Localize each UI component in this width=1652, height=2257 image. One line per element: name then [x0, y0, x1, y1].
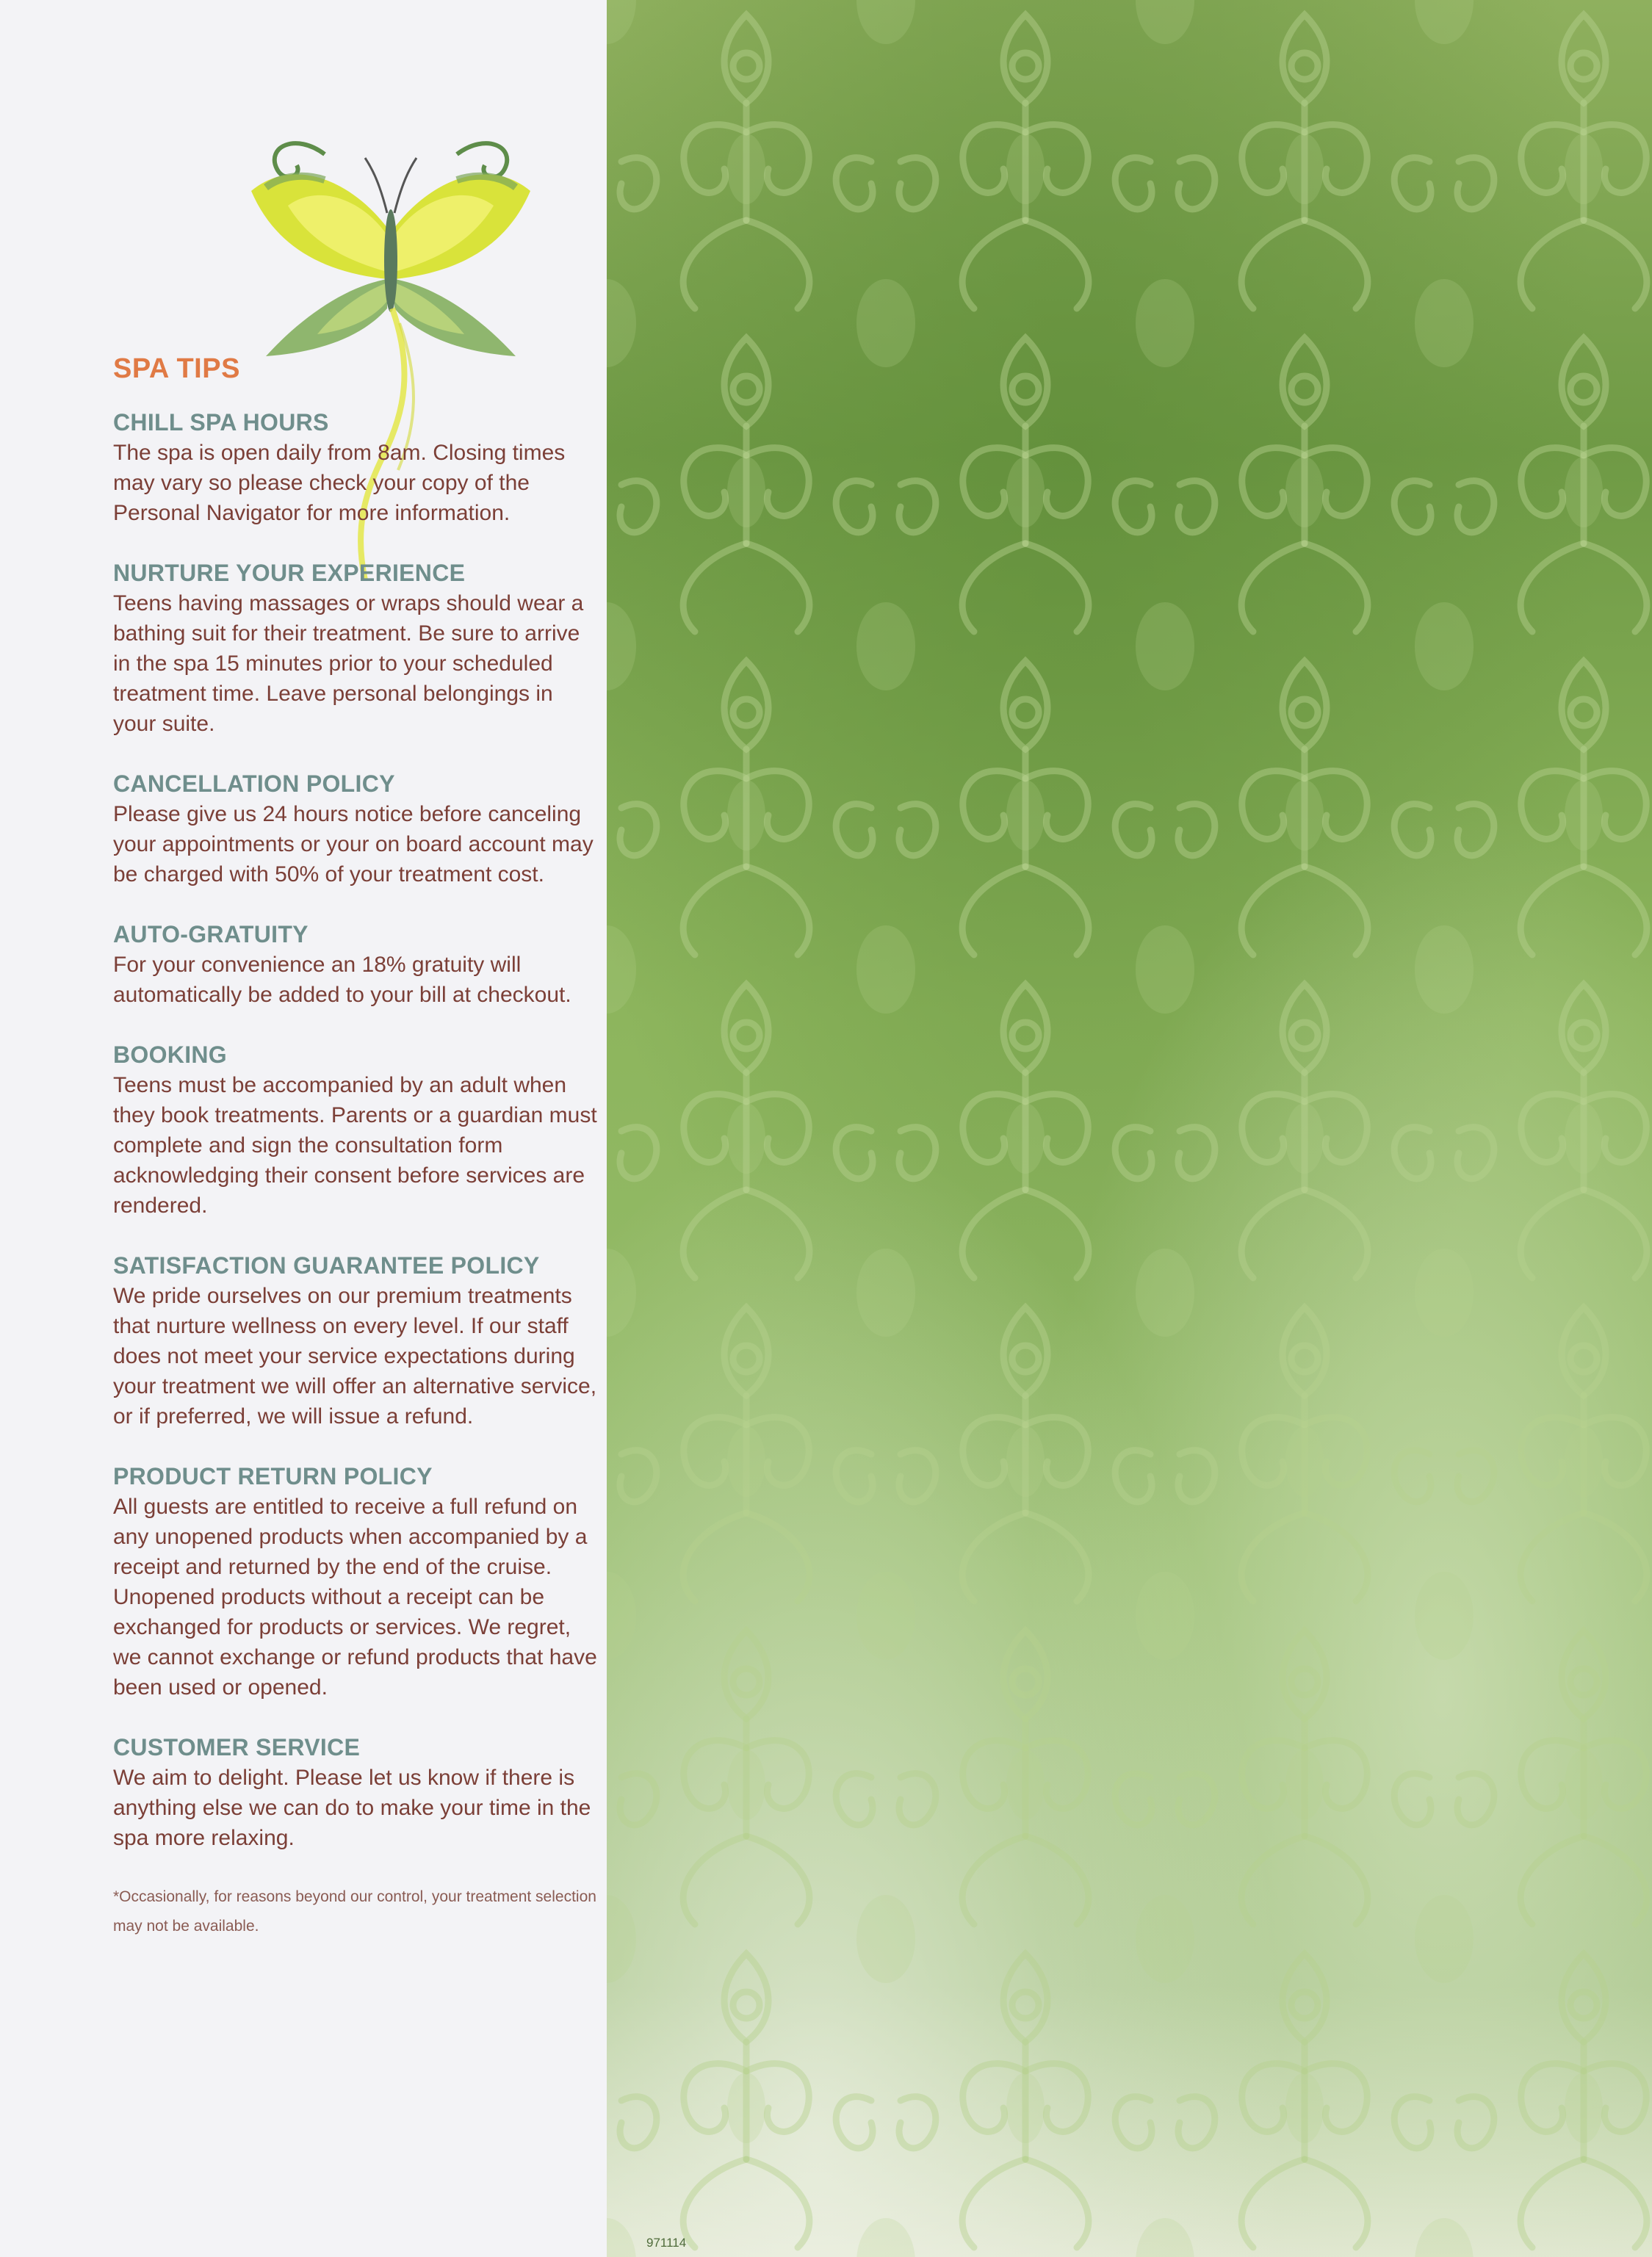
- section-heading: CANCELLATION POLICY: [113, 770, 395, 797]
- section-body: For your convenience an 18% gratuity will automatically be added to your bill at checkout.: [113, 953, 571, 1007]
- section-heading: CUSTOMER SERVICE: [113, 1734, 361, 1761]
- section-body: We aim to delight. Please let us know if there is anything else we can do to make your time in the spa more relaxing.: [113, 1766, 591, 1850]
- section-body: All guests are entitled to receive a full refund on any unopened products when accompanied by a receipt and returned by the end of the cruise. Unopened products without a receipt can be exchanged for products or services. We regret, we cannot exchange or refund products that have been used or opened.: [113, 1495, 597, 1700]
- page-title: SPA TIPS: [113, 353, 240, 384]
- damask-pattern-graphic: [607, 0, 1652, 2257]
- footnote: *Occasionally, for reasons beyond our control, your treatment selection may not be available.: [113, 1888, 596, 1935]
- document-code: 971114: [646, 2236, 687, 2250]
- section-nurture-your-experience: [113, 557, 598, 739]
- spa-tips-content: [113, 351, 598, 1941]
- section-body: The spa is open daily from 8am. Closing times may vary so please check your copy of the Personal Navigator for more information.: [113, 441, 566, 525]
- section-body: Please give us 24 hours notice before canceling your appointments or your on board account may be charged with 50% of your treatment cost.: [113, 802, 594, 886]
- section-product-return-policy: [113, 1461, 598, 1702]
- section-heading: AUTO-GRATUITY: [113, 921, 309, 947]
- section-body: We pride ourselves on our premium treatments that nurture wellness on every level. If our staff does not meet your service expectations during your treatment we will offer an alternative service, or if preferred, we will issue a refund.: [113, 1284, 597, 1429]
- section-customer-service: [113, 1732, 598, 1853]
- section-auto-gratuity: [113, 919, 598, 1010]
- section-body: Teens having massages or wraps should wear a bathing suit for their treatment. Be sure to arrive in the spa 15 minutes prior to your scheduled treatment time. Leave personal belongings in your suite.: [113, 591, 584, 736]
- section-booking: [113, 1039, 598, 1221]
- section-chill-spa-hours: [113, 407, 598, 528]
- section-heading: PRODUCT RETURN POLICY: [113, 1463, 433, 1489]
- section-cancellation-policy: [113, 768, 598, 889]
- section-body: Teens must be accompanied by an adult when they book treatments. Parents or a guardian must complete and sign the consultation form acknowledging their consent before services are rendered.: [113, 1073, 597, 1218]
- damask-background: [607, 0, 1652, 2257]
- section-heading: CHILL SPA HOURS: [113, 409, 329, 436]
- section-heading: NURTURE YOUR EXPERIENCE: [113, 560, 466, 586]
- section-heading: SATISFACTION GUARANTEE POLICY: [113, 1252, 540, 1279]
- section-heading: BOOKING: [113, 1041, 227, 1068]
- section-satisfaction-guarantee-policy: [113, 1250, 598, 1431]
